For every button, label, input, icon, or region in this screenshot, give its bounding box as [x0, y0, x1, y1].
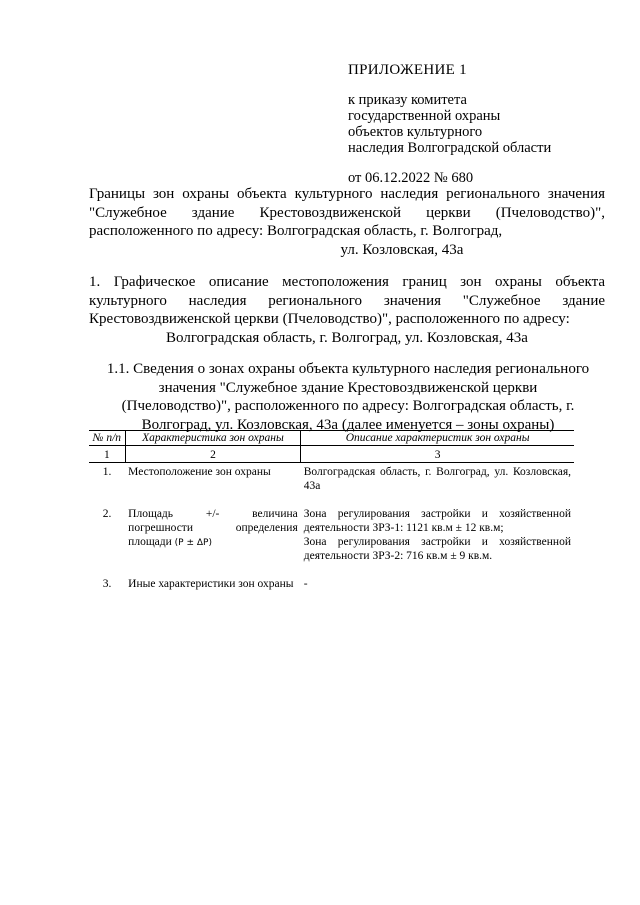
table-row [89, 575, 574, 603]
table-header-row [89, 431, 574, 446]
heading-text: Границы зон охраны объекта культурного наследия регионального значения "Служебное здание Крестовоздвиженской церкви (Пчеловодство)", расположенного по адресу: Волгоградская область, г. Волгоград, [89, 186, 605, 239]
heading-last-line: ул. Козловская, 43а [340, 241, 464, 258]
row-characteristic: Иные характеристики зон охраны [128, 578, 294, 590]
appendix-title: ПРИЛОЖЕНИЕ 1 [348, 62, 467, 78]
table-row [89, 505, 574, 575]
column-number: 3 [301, 446, 574, 463]
row-number: 1. [102, 466, 112, 478]
row-description: - [303, 578, 308, 590]
row-number: 3. [102, 578, 112, 590]
row-description [301, 505, 574, 575]
section-1-title [89, 273, 605, 347]
appendix-line: к приказу комитета [348, 92, 467, 108]
header-characteristic: Характеристика зон охраны [125, 431, 301, 446]
row-characteristic [125, 505, 301, 575]
row-characteristic: Местоположение зон охраны [128, 466, 271, 478]
appendix-line: государственной охраны [348, 108, 501, 124]
zone-zrz-1-area: Зона регулирования застройки и хозяйственной деятельности ЗРЗ-1: 1121 кв.м ± 12 кв.м; [303, 508, 571, 534]
appendix-block [348, 62, 608, 186]
row-description: Волгоградская область, г. Волгоград, ул. Козловская, 43а [303, 466, 571, 492]
section-1-text: 1. Графическое описание местоположения границ зон охраны объекта культурного наследия регионального значения "Служебное здание Крестовоздвиженской церкви (Пчеловодство)", расположенного по адресу: [89, 274, 605, 327]
row-characteristic-text: Площадь +/- величина погрешности определения площади [128, 508, 298, 548]
document-heading [89, 185, 605, 259]
order-date: от 06.12.2022 № 680 [348, 170, 474, 186]
header-description: Описание характеристик зон охраны [301, 431, 574, 446]
table-row [89, 463, 574, 506]
column-numbers-row [89, 446, 574, 463]
section-1-last-line: Волгоградская область, г. Волгоград, ул. Козловская, 43а [166, 329, 528, 346]
row-number: 2. [102, 508, 112, 520]
column-number: 2 [125, 446, 301, 463]
appendix-line: наследия Волгоградской области [348, 140, 552, 156]
area-formula: (P ± ΔP) [174, 538, 212, 548]
column-number: 1 [89, 446, 125, 463]
zone-zrz-2-area: Зона регулирования застройки и хозяйственной деятельности ЗРЗ-2: 716 кв.м ± 9 кв.м. [303, 536, 571, 562]
appendix-line: объектов культурного [348, 124, 483, 140]
header-number: № п/п [89, 431, 125, 446]
subsection-1-1-title: 1.1. Сведения о зонах охраны объекта культурного наследия регионального значения "Служебное здание Крестовоздвиженской церкви (Пчеловодство)", расположенного по адресу: Волгоградская область, г. Волгоград, ул. Козловская, 43а (далее именуется – зоны охраны) [106, 361, 590, 433]
zones-table [89, 430, 574, 603]
